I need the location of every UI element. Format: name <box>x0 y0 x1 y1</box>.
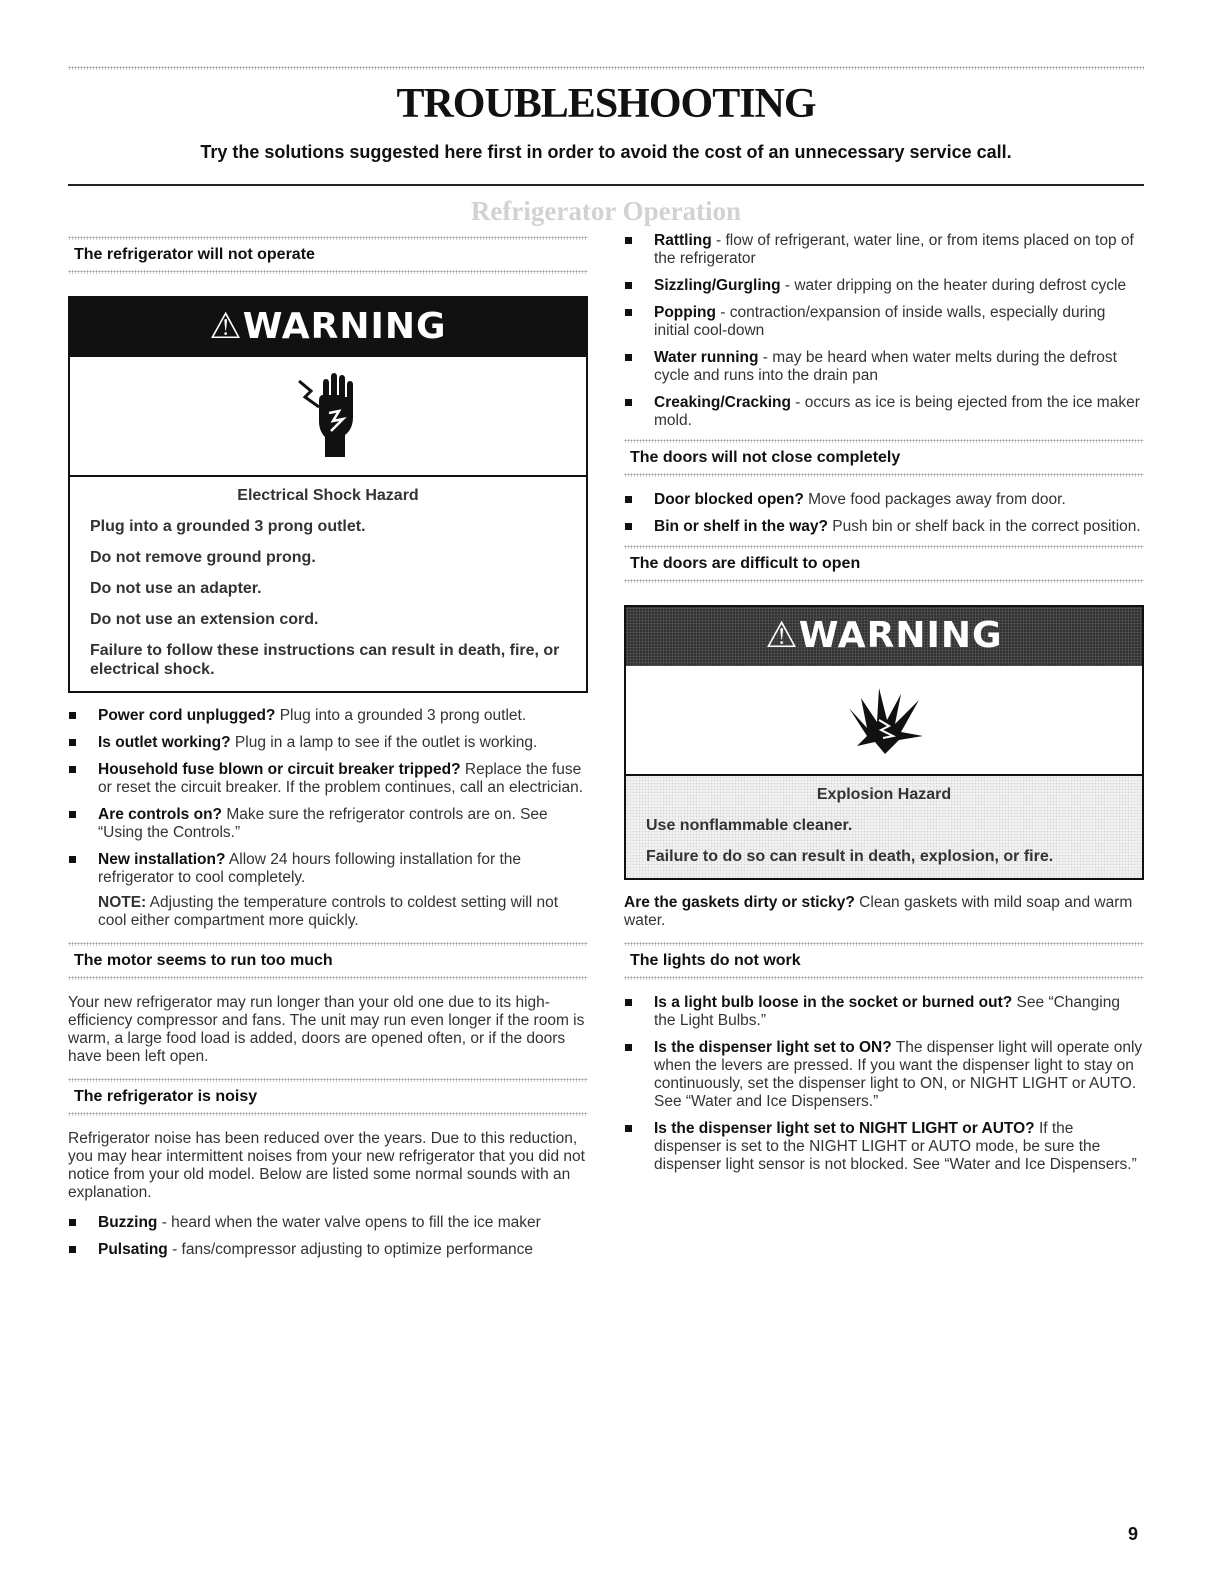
electric-shock-hand-icon <box>293 371 363 461</box>
heading-not-operate <box>68 236 588 274</box>
warning-text <box>70 477 586 691</box>
warning-line: Failure to do so can result in death, explosion, or fire. <box>646 848 1054 865</box>
doors-close-list <box>624 491 1144 536</box>
list-item: Is the dispenser light set to NIGHT LIGHT or AUTO? If the dispenser is set to the NIGHT LIGHT or AUTO mode, be sure the dispenser light sensor is not blocked. See “Water and Ice Dispensers.” <box>624 1120 1144 1174</box>
left-column <box>68 236 588 1268</box>
warning-banner: ⚠WARNING <box>626 607 1142 666</box>
heading-motor <box>68 942 588 980</box>
list-item: Rattling - flow of refrigerant, water line, or from items placed on top of the refrigerator <box>624 232 1144 268</box>
warning-triangle-icon: ⚠ <box>209 306 243 347</box>
warning-icon-area <box>70 357 586 477</box>
heading-noisy <box>68 1078 588 1116</box>
subsection-heading: The refrigerator will not operate <box>74 246 315 263</box>
noisy-list-continued <box>624 232 1144 430</box>
list-item: Is outlet working? Plug in a lamp to see if the outlet is working. <box>68 734 588 752</box>
header-rule <box>68 184 1144 186</box>
warning-icon-area <box>626 666 1142 776</box>
heading-doors-open <box>624 545 1144 583</box>
list-item: Is the dispenser light set to ON? The dispenser light will operate only when the levers are pressed. If you want the dispenser light to stay on continuously, set the dispenser light to ON, or NIGHT LIGHT or AUTO. See “Water and Ice Dispensers.” <box>624 1039 1144 1111</box>
electrical-warning-box <box>68 296 588 693</box>
list-item: Household fuse blown or circuit breaker tripped? Replace the fuse or reset the circuit breaker. If the problem continues, call an electrician. <box>68 761 588 797</box>
gasket-text: Are the gaskets dirty or sticky? Clean gaskets with mild soap and warm water. <box>624 894 1133 929</box>
list-item: Pulsating - fans/compressor adjusting to optimize performance <box>68 1241 588 1259</box>
page-subtitle: Try the solutions suggested here first in order to avoid the cost of an unnecessary service call. <box>200 142 1012 162</box>
warning-line: Do not use an extension cord. <box>90 611 319 628</box>
warning-triangle-icon: ⚠ <box>765 615 799 656</box>
explosion-warning-box <box>624 605 1144 880</box>
warning-line: Use nonflammable cleaner. <box>646 817 853 834</box>
warning-line: Do not use an adapter. <box>90 580 262 597</box>
subsection-heading: The lights do not work <box>630 952 801 969</box>
noisy-text: Refrigerator noise has been reduced over the years. Due to this reduction, you may hear intermittent noises from your new refrigerator that you did not notice from your old model. Below are listed some normal sounds with an explanation. <box>68 1130 585 1201</box>
list-item: Door blocked open? Move food packages away from door. <box>624 491 1144 509</box>
top-dotted-rule <box>68 66 1144 70</box>
explosion-icon <box>839 680 929 760</box>
not-operate-list <box>68 707 588 887</box>
list-item: Bin or shelf in the way? Push bin or shelf back in the correct position. <box>624 518 1144 536</box>
list-item: Creaking/Cracking - occurs as ice is being ejected from the ice maker mold. <box>624 394 1144 430</box>
warning-line: Plug into a grounded 3 prong outlet. <box>90 518 366 535</box>
motor-text: Your new refrigerator may run longer than your old one due to its high-efficiency compressor and fans. The unit may run even longer if the room is warm, a large food load is added, doors are opened often, or if the doors have been left open. <box>68 994 585 1065</box>
subsection-heading: The doors will not close completely <box>630 449 901 466</box>
subsection-heading: The motor seems to run too much <box>74 952 333 969</box>
hazard-title: Explosion Hazard <box>816 786 952 803</box>
list-item: Power cord unplugged? Plug into a grounded 3 prong outlet. <box>68 707 588 725</box>
heading-doors-close <box>624 439 1144 477</box>
warning-text <box>626 776 1142 878</box>
subsection-heading: The doors are difficult to open <box>630 555 861 572</box>
page-title: TROUBLESHOOTING <box>396 81 816 127</box>
list-item: Water running - may be heard when water melts during the defrost cycle and runs into the drain pan <box>624 349 1144 385</box>
warning-line: Failure to follow these instructions can result in death, fire, or electrical shock. <box>90 642 560 678</box>
noisy-list <box>68 1214 588 1259</box>
warning-line: Do not remove ground prong. <box>90 549 316 566</box>
list-item: Buzzing - heard when the water valve opens to fill the ice maker <box>68 1214 588 1232</box>
list-item: New installation? Allow 24 hours following installation for the refrigerator to cool completely. <box>68 851 588 887</box>
list-item: Sizzling/Gurgling - water dripping on the heater during defrost cycle <box>624 277 1144 295</box>
right-column <box>624 232 1144 1183</box>
hazard-title: Electrical Shock Hazard <box>237 487 419 504</box>
list-item: Popping - contraction/expansion of inside walls, especially during initial cool-down <box>624 304 1144 340</box>
lights-list <box>624 994 1144 1174</box>
heading-lights <box>624 942 1144 980</box>
page-number: 9 <box>1128 1524 1139 1544</box>
subsection-heading: The refrigerator is noisy <box>74 1088 258 1105</box>
list-item: Are controls on? Make sure the refrigerator controls are on. See “Using the Controls.” <box>68 806 588 842</box>
note: NOTE: Adjusting the temperature controls to coldest setting will not cool either compartment more quickly. <box>98 894 559 929</box>
section-title: Refrigerator Operation <box>470 196 742 226</box>
list-item: Is a light bulb loose in the socket or burned out? See “Changing the Light Bulbs.” <box>624 994 1144 1030</box>
warning-banner: ⚠WARNING <box>70 298 586 357</box>
